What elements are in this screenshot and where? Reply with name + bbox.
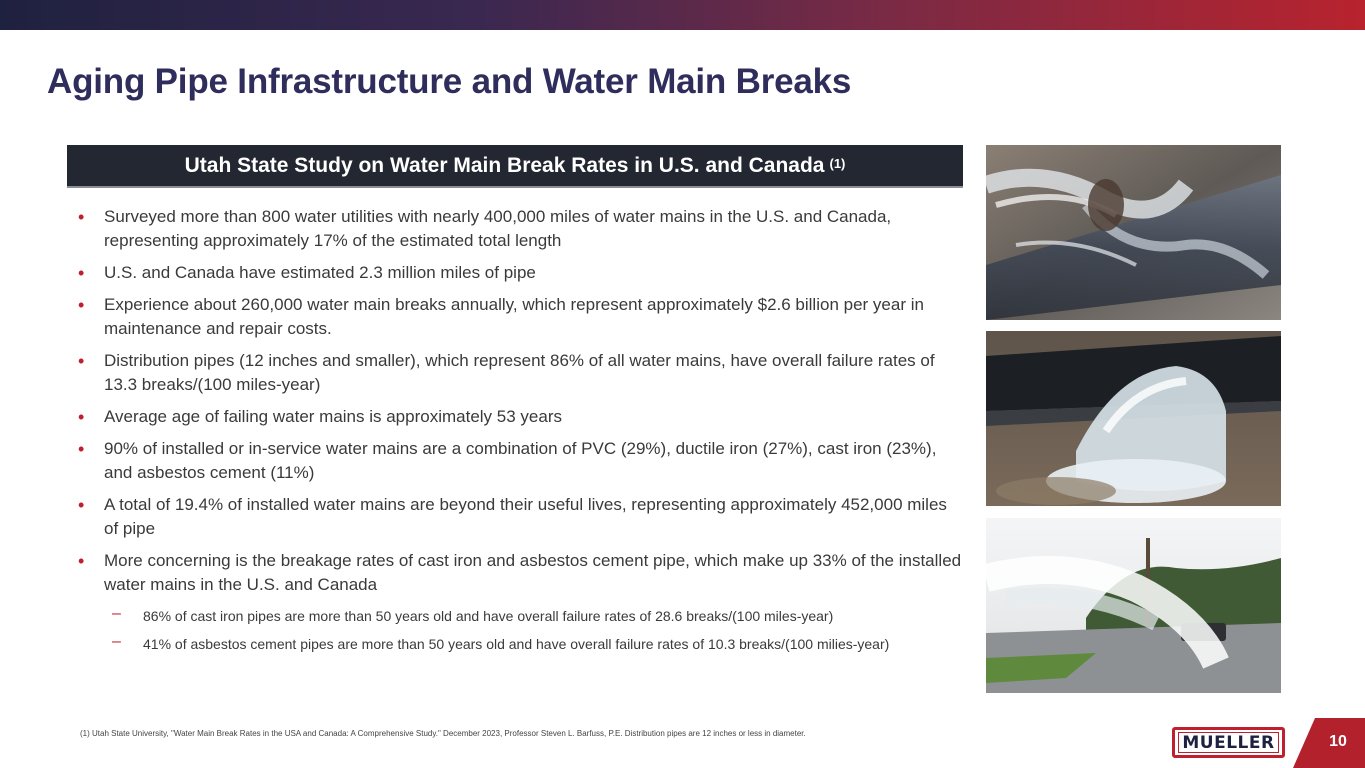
page-title: Aging Pipe Infrastructure and Water Main Breaks [47,62,852,101]
bullet-icon: • [78,295,85,315]
list-item: • Surveyed more than 800 water utilities with nearly 400,000 miles of water mains in the U.S. and Canada, representing approximately 17% of the estimated total length [78,207,892,250]
bullet-icon: • [78,407,85,427]
bullet-icon: • [78,495,85,515]
section-header [67,145,963,188]
footnote: (1) Utah State University, "Water Main Break Rates in the USA and Canada: A Comprehensive Study." December 2023, Professor Steven L. Barfuss, P.E. Distribution pipes are 12 inches or less in diameter. [80,729,806,738]
page-number: 10 [1329,733,1347,750]
section-title: Utah State Study on Water Main Break Rates in U.S. and Canada [184,153,825,177]
list-item: • Distribution pipes (12 inches and smaller), which represent 86% of all water mains, have overall failure rates of 13.3 breaks/(100 miles-year) [78,351,935,394]
list-item: • Average age of failing water mains is approximately 53 years [78,407,562,427]
street-geyser-photo [986,518,1281,693]
list-item: • A total of 19.4% of installed water mains are beyond their useful lives, representing approximately 452,000 miles of pipe [78,495,947,538]
list-item: • Experience about 260,000 water main breaks annually, which represent approximately $2.6 billion per year in maintenance and repair costs. [78,295,924,338]
mueller-logo [1172,727,1285,758]
top-banner [0,0,1365,30]
dash-icon: – [112,605,121,622]
list-item: • More concerning is the breakage rates of cast iron and asbestos cement pipe, which make up 33% of the installed water mains in the U.S. and Canada [78,551,962,594]
bullet-icon: • [78,263,85,283]
dash-icon: – [112,633,121,650]
pipe-burst-photo [986,145,1281,320]
water-gush-photo [986,331,1281,506]
list-item: • 90% of installed or in-service water mains are a combination of PVC (29%), ductile iron (27%), cast iron (23%), and asbestos cement (11%) [78,439,937,482]
logo-text: MUELLER [1178,732,1279,753]
footnote-marker: (1) [829,156,846,171]
bullet-icon: • [78,439,85,459]
bullet-icon: • [78,551,85,571]
bullet-list [78,205,963,661]
sub-list-item: – 86% of cast iron pipes are more than 50 years old and have overall failure rates of 28.6 breaks/(100 miles-year) [112,605,834,624]
bullet-icon: • [78,207,85,227]
list-item: • U.S. and Canada have estimated 2.3 million miles of pipe [78,263,536,283]
bullet-icon: • [78,351,85,371]
sub-list-item: – 41% of asbestos cement pipes are more than 50 years old and have overall failure rates of 10.3 breaks/(100 milies-year) [112,633,890,652]
